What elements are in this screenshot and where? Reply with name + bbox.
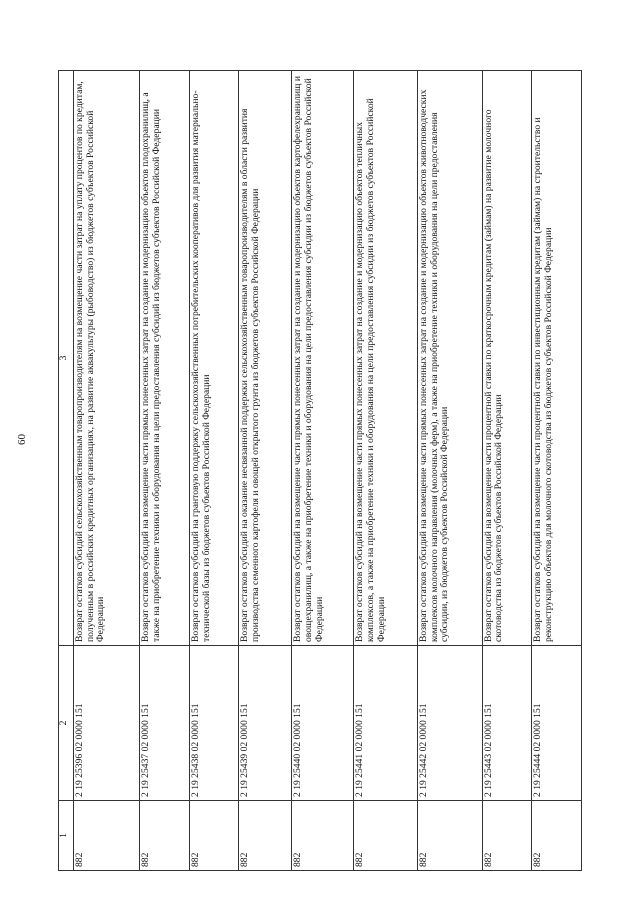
table-row bbox=[292, 71, 354, 871]
budget-code-table bbox=[58, 70, 582, 871]
table-row bbox=[354, 71, 418, 871]
admin-code-cell: 882 bbox=[354, 801, 418, 871]
description-cell: Возврат остатков субсидий на возмещение части процентной ставки по инвестиционным кредитам (займам) на строительство и реконструкцию объектов для молочного скотоводства из бюджетов субъектов Российской Федерации bbox=[531, 71, 581, 646]
table-header-row bbox=[59, 71, 74, 871]
description-cell: Возврат остатков субсидий сельскохозяйственным товаропроизводителям на возмещение части затрат на уплату процентов по кредитам, полученным в российских кредитных организациях, на развитие аквакультуры (рыбоводство) из бюджетов субъектов Российской Федерации bbox=[74, 71, 140, 646]
budget-code-cell: 2 19 25438 02 0000 151 bbox=[190, 646, 239, 801]
admin-code-cell: 882 bbox=[190, 801, 239, 871]
admin-code-cell: 882 bbox=[139, 801, 189, 871]
page-number: 60 bbox=[16, 434, 28, 445]
table-row bbox=[239, 71, 292, 871]
admin-code-cell: 882 bbox=[74, 801, 140, 871]
table-row bbox=[417, 71, 482, 871]
budget-code-cell: 2 19 25439 02 0000 151 bbox=[239, 646, 292, 801]
admin-code-cell: 882 bbox=[531, 801, 581, 871]
description-cell: Возврат остатков субсидий на возмещение части прямых понесенных затрат на создание и модернизацию объектов картофелехранилищ и овощехранилищ, а также на приобретение техники и оборудования на цели предоставления субсидии из бюджетов субъектов Российской Федерации bbox=[292, 71, 354, 646]
table-row bbox=[531, 71, 581, 871]
table-row bbox=[190, 71, 239, 871]
budget-code-cell: 2 19 25437 02 0000 151 bbox=[139, 646, 189, 801]
budget-code-cell: 2 19 25442 02 0000 151 bbox=[417, 646, 482, 801]
description-cell: Возврат остатков субсидий на возмещение части прямых понесенных затрат на создание и модернизацию объектов животноводческих комплексов молочного направления (молочных ферм), а также на приобретение техники и оборудования на цели предоставления субсидии, из бюджетов субъектов Российской Федерации bbox=[417, 71, 482, 646]
table-row bbox=[482, 71, 531, 871]
budget-code-cell: 2 19 25444 02 0000 151 bbox=[531, 646, 581, 801]
description-cell: Возврат остатков субсидий на грантовую поддержку сельскохозяйственных потребительских кооперативов для развития материально-технической базы из бюджетов субъектов Российской Федерации bbox=[190, 71, 239, 646]
rotated-page bbox=[58, 71, 582, 871]
column-header-2: 2 bbox=[59, 646, 74, 801]
budget-code-cell: 2 19 25441 02 0000 151 bbox=[354, 646, 418, 801]
description-cell: Возврат остатков субсидий на оказание несвязанной поддержки сельскохозяйственным товаропроизводителям в области развития производства семенного картофеля и овощей открытого грунта из бюджетов субъектов Российской Федерации bbox=[239, 71, 292, 646]
budget-code-cell: 2 19 25396 02 0000 151 bbox=[74, 646, 140, 801]
admin-code-cell: 882 bbox=[239, 801, 292, 871]
column-header-3: 3 bbox=[59, 71, 74, 646]
admin-code-cell: 882 bbox=[292, 801, 354, 871]
budget-code-cell: 2 19 25440 02 0000 151 bbox=[292, 646, 354, 801]
description-cell: Возврат остатков субсидий на возмещение части процентной ставки по краткосрочным кредитам (займам) на развитие молочного скотоводства из бюджетов субъектов Российской Федерации bbox=[482, 71, 531, 646]
admin-code-cell: 882 bbox=[482, 801, 531, 871]
table-row bbox=[139, 71, 189, 871]
description-cell: Возврат остатков субсидий на возмещение части прямых понесенных затрат на создание и модернизацию объектов плодохранилищ, а также на приобретение техники и оборудования на цели предоставления субсидий из бюджетов субъектов Российской Федерации bbox=[139, 71, 189, 646]
budget-code-cell: 2 19 25443 02 0000 151 bbox=[482, 646, 531, 801]
description-cell: Возврат остатков субсидий на возмещение части прямых понесенных затрат на создание и модернизацию объектов тепличных комплексов, а также на приобретение техники и оборудования на цели предоставления субсидии из бюджетов субъектов Российской Федерации bbox=[354, 71, 418, 646]
column-header-1: 1 bbox=[59, 801, 74, 871]
table-row bbox=[74, 71, 140, 871]
admin-code-cell: 882 bbox=[417, 801, 482, 871]
